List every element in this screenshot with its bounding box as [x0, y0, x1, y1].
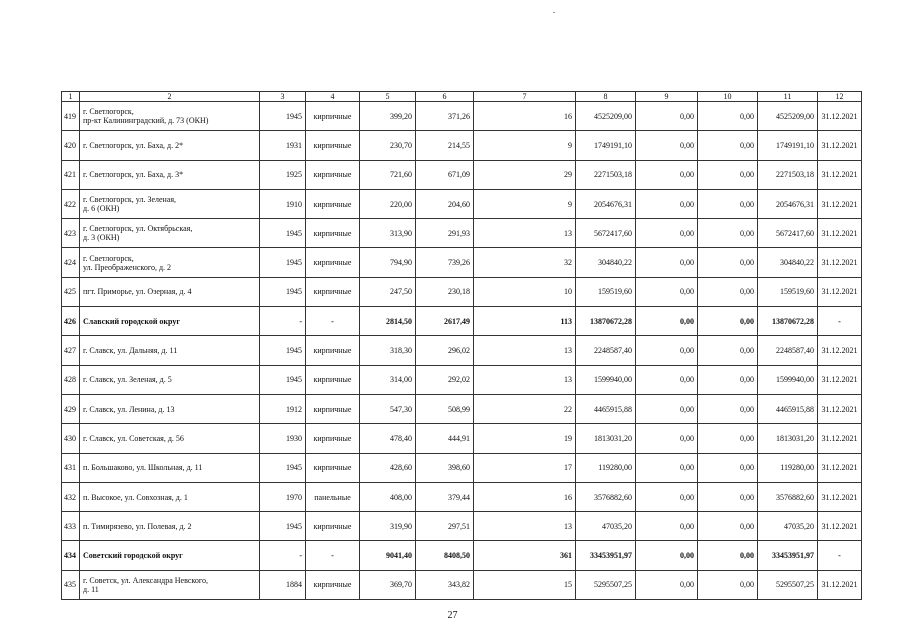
living-area-cell: 292,02 [416, 365, 474, 394]
address-cell: пгт. Приморье, ул. Озерная, д. 4 [80, 277, 260, 306]
living-area-cell: 398,60 [416, 453, 474, 482]
address-cell: г. Светлогорск, ул. Преображенского, д. 2 [80, 248, 260, 277]
cost-total-cell: 1599940,00 [576, 365, 636, 394]
column-header: 4 [306, 92, 360, 102]
cost-total-cell: 304840,22 [576, 248, 636, 277]
cost-budget-cell: 0,00 [698, 482, 758, 511]
table-row [62, 512, 862, 541]
cost-budget-cell: 0,00 [698, 131, 758, 160]
residents-count-cell: 13 [474, 512, 576, 541]
cost-fund-cell: 0,00 [636, 570, 698, 599]
wall-material-cell: кирпичные [306, 277, 360, 306]
cost-owners-cell: 1599940,00 [758, 365, 818, 394]
column-header: 8 [576, 92, 636, 102]
cost-owners-cell: 2248587,40 [758, 336, 818, 365]
cost-owners-cell: 1749191,10 [758, 131, 818, 160]
cost-budget-cell: 0,00 [698, 570, 758, 599]
cost-total-cell: 1813031,20 [576, 424, 636, 453]
wall-material-cell: кирпичные [306, 248, 360, 277]
cost-fund-cell: 0,00 [636, 102, 698, 131]
living-area-cell: 508,99 [416, 394, 474, 423]
cost-total-cell: 13870672,28 [576, 307, 636, 336]
table-row [62, 277, 862, 306]
wall-material-cell: кирпичные [306, 424, 360, 453]
address-cell: г. Светлогорск, ул. Зеленая, д. 6 (ОКН) [80, 189, 260, 218]
wall-material-cell: кирпичные [306, 570, 360, 599]
cost-total-cell: 2248587,40 [576, 336, 636, 365]
cost-total-cell: 5672417,60 [576, 219, 636, 248]
residents-count-cell: 16 [474, 102, 576, 131]
cost-budget-cell: 0,00 [698, 512, 758, 541]
row-number-cell: 426 [62, 307, 80, 336]
row-number-cell: 423 [62, 219, 80, 248]
year-built-cell: 1945 [260, 102, 306, 131]
year-built-cell: 1945 [260, 277, 306, 306]
table-row [62, 453, 862, 482]
total-area-cell: 220,00 [360, 189, 416, 218]
residents-count-cell: 13 [474, 336, 576, 365]
cost-budget-cell: 0,00 [698, 394, 758, 423]
column-header: 3 [260, 92, 306, 102]
column-header: 2 [80, 92, 260, 102]
year-built-cell: 1945 [260, 365, 306, 394]
cost-owners-cell: 4525209,00 [758, 102, 818, 131]
cost-fund-cell: 0,00 [636, 189, 698, 218]
total-area-cell: 369,70 [360, 570, 416, 599]
column-header: 11 [758, 92, 818, 102]
cost-total-cell: 2271503,18 [576, 160, 636, 189]
address-cell: п. Высокое, ул. Совхозная, д. 1 [80, 482, 260, 511]
year-built-cell: 1884 [260, 570, 306, 599]
row-number-cell: 433 [62, 512, 80, 541]
total-area-cell: 547,30 [360, 394, 416, 423]
cost-fund-cell: 0,00 [636, 394, 698, 423]
cost-owners-cell: 3576882,60 [758, 482, 818, 511]
column-header: 7 [474, 92, 576, 102]
completion-date-cell: 31.12.2021 [818, 160, 862, 189]
address-cell: Советский городской округ [80, 541, 260, 570]
wall-material-cell: кирпичные [306, 160, 360, 189]
residents-count-cell: 15 [474, 570, 576, 599]
year-built-cell: 1925 [260, 160, 306, 189]
row-number-cell: 434 [62, 541, 80, 570]
cost-owners-cell: 4465915,88 [758, 394, 818, 423]
total-area-cell: 247,50 [360, 277, 416, 306]
table-row [62, 189, 862, 218]
cost-owners-cell: 13870672,28 [758, 307, 818, 336]
cost-fund-cell: 0,00 [636, 424, 698, 453]
living-area-cell: 214,55 [416, 131, 474, 160]
cost-total-cell: 4525209,00 [576, 102, 636, 131]
address-cell: п. Большаково, ул. Школьная, д. 11 [80, 453, 260, 482]
completion-date-cell: 31.12.2021 [818, 424, 862, 453]
table-subtotal-row [62, 307, 862, 336]
cost-total-cell: 1749191,10 [576, 131, 636, 160]
address-cell: г. Светлогорск, ул. Баха, д. 3* [80, 160, 260, 189]
cost-fund-cell: 0,00 [636, 131, 698, 160]
wall-material-cell: панельные [306, 482, 360, 511]
total-area-cell: 319,90 [360, 512, 416, 541]
row-number-cell: 424 [62, 248, 80, 277]
wall-material-cell: - [306, 307, 360, 336]
table-subtotal-row [62, 541, 862, 570]
column-header: 6 [416, 92, 474, 102]
living-area-cell: 8408,50 [416, 541, 474, 570]
address-cell: г. Славск, ул. Зеленая, д. 5 [80, 365, 260, 394]
cost-total-cell: 33453951,97 [576, 541, 636, 570]
cost-fund-cell: 0,00 [636, 219, 698, 248]
cost-budget-cell: 0,00 [698, 160, 758, 189]
wall-material-cell: кирпичные [306, 189, 360, 218]
residents-count-cell: 32 [474, 248, 576, 277]
address-cell: г. Советск, ул. Александра Невского, д. 11 [80, 570, 260, 599]
total-area-cell: 794,90 [360, 248, 416, 277]
residents-count-cell: 19 [474, 424, 576, 453]
row-number-cell: 422 [62, 189, 80, 218]
completion-date-cell: 31.12.2021 [818, 570, 862, 599]
address-cell: г. Славск, ул. Ленина, д. 13 [80, 394, 260, 423]
completion-date-cell: 31.12.2021 [818, 189, 862, 218]
row-number-cell: 421 [62, 160, 80, 189]
address-cell: г. Светлогорск, пр-кт Калининградский, д. 73 (ОКН) [80, 102, 260, 131]
cost-budget-cell: 0,00 [698, 189, 758, 218]
residents-count-cell: 29 [474, 160, 576, 189]
cost-owners-cell: 33453951,97 [758, 541, 818, 570]
living-area-cell: 204,60 [416, 189, 474, 218]
cost-fund-cell: 0,00 [636, 453, 698, 482]
row-number-cell: 435 [62, 570, 80, 599]
cost-budget-cell: 0,00 [698, 307, 758, 336]
year-built-cell: 1945 [260, 219, 306, 248]
scan-speck [553, 12, 555, 13]
wall-material-cell: кирпичные [306, 336, 360, 365]
cost-budget-cell: 0,00 [698, 453, 758, 482]
residents-count-cell: 10 [474, 277, 576, 306]
year-built-cell: 1970 [260, 482, 306, 511]
living-area-cell: 297,51 [416, 512, 474, 541]
total-area-cell: 2814,50 [360, 307, 416, 336]
cost-fund-cell: 0,00 [636, 512, 698, 541]
row-number-cell: 427 [62, 336, 80, 365]
total-area-cell: 314,00 [360, 365, 416, 394]
cost-owners-cell: 1813031,20 [758, 424, 818, 453]
table-row [62, 365, 862, 394]
cost-total-cell: 3576882,60 [576, 482, 636, 511]
year-built-cell: 1910 [260, 189, 306, 218]
cost-owners-cell: 2271503,18 [758, 160, 818, 189]
column-header: 5 [360, 92, 416, 102]
living-area-cell: 291,93 [416, 219, 474, 248]
row-number-cell: 432 [62, 482, 80, 511]
completion-date-cell: 31.12.2021 [818, 248, 862, 277]
total-area-cell: 9041,40 [360, 541, 416, 570]
row-number-cell: 425 [62, 277, 80, 306]
cost-fund-cell: 0,00 [636, 160, 698, 189]
row-number-cell: 428 [62, 365, 80, 394]
cost-budget-cell: 0,00 [698, 248, 758, 277]
residents-count-cell: 13 [474, 219, 576, 248]
year-built-cell: 1945 [260, 453, 306, 482]
living-area-cell: 230,18 [416, 277, 474, 306]
completion-date-cell: - [818, 307, 862, 336]
address-cell: п. Тимирязево, ул. Полевая, д. 2 [80, 512, 260, 541]
row-number-cell: 430 [62, 424, 80, 453]
cost-total-cell: 2054676,31 [576, 189, 636, 218]
cost-owners-cell: 5672417,60 [758, 219, 818, 248]
cost-total-cell: 119280,00 [576, 453, 636, 482]
wall-material-cell: кирпичные [306, 512, 360, 541]
residents-count-cell: 16 [474, 482, 576, 511]
cost-fund-cell: 0,00 [636, 541, 698, 570]
living-area-cell: 739,26 [416, 248, 474, 277]
cost-owners-cell: 159519,60 [758, 277, 818, 306]
cost-fund-cell: 0,00 [636, 248, 698, 277]
living-area-cell: 371,26 [416, 102, 474, 131]
wall-material-cell: кирпичные [306, 394, 360, 423]
address-cell: г. Светлогорск, ул. Октябрьская, д. 3 (ОКН) [80, 219, 260, 248]
cost-fund-cell: 0,00 [636, 336, 698, 365]
wall-material-cell: кирпичные [306, 453, 360, 482]
cost-budget-cell: 0,00 [698, 365, 758, 394]
living-area-cell: 444,91 [416, 424, 474, 453]
table-row [62, 394, 862, 423]
cost-budget-cell: 0,00 [698, 424, 758, 453]
table-row [62, 219, 862, 248]
cost-total-cell: 159519,60 [576, 277, 636, 306]
housing-register-table [61, 91, 862, 600]
cost-owners-cell: 304840,22 [758, 248, 818, 277]
cost-budget-cell: 0,00 [698, 541, 758, 570]
cost-budget-cell: 0,00 [698, 102, 758, 131]
residents-count-cell: 17 [474, 453, 576, 482]
column-header: 1 [62, 92, 80, 102]
completion-date-cell: 31.12.2021 [818, 512, 862, 541]
year-built-cell: 1931 [260, 131, 306, 160]
living-area-cell: 296,02 [416, 336, 474, 365]
total-area-cell: 428,60 [360, 453, 416, 482]
total-area-cell: 478,40 [360, 424, 416, 453]
residents-count-cell: 113 [474, 307, 576, 336]
completion-date-cell: - [818, 541, 862, 570]
cost-total-cell: 5295507,25 [576, 570, 636, 599]
wall-material-cell: кирпичные [306, 365, 360, 394]
column-header: 9 [636, 92, 698, 102]
address-cell: г. Славск, ул. Дальняя, д. 11 [80, 336, 260, 365]
table-row [62, 131, 862, 160]
year-built-cell: 1945 [260, 512, 306, 541]
completion-date-cell: 31.12.2021 [818, 336, 862, 365]
year-built-cell: 1912 [260, 394, 306, 423]
residents-count-cell: 9 [474, 189, 576, 218]
address-cell: г. Славск, ул. Советская, д. 56 [80, 424, 260, 453]
cost-fund-cell: 0,00 [636, 307, 698, 336]
completion-date-cell: 31.12.2021 [818, 277, 862, 306]
wall-material-cell: кирпичные [306, 219, 360, 248]
year-built-cell: 1930 [260, 424, 306, 453]
table-row [62, 160, 862, 189]
cost-total-cell: 4465915,88 [576, 394, 636, 423]
year-built-cell: 1945 [260, 336, 306, 365]
completion-date-cell: 31.12.2021 [818, 453, 862, 482]
table-row [62, 336, 862, 365]
total-area-cell: 399,20 [360, 102, 416, 131]
year-built-cell: - [260, 541, 306, 570]
row-number-cell: 431 [62, 453, 80, 482]
cost-budget-cell: 0,00 [698, 219, 758, 248]
row-number-cell: 419 [62, 102, 80, 131]
cost-fund-cell: 0,00 [636, 482, 698, 511]
total-area-cell: 721,60 [360, 160, 416, 189]
column-header: 10 [698, 92, 758, 102]
completion-date-cell: 31.12.2021 [818, 394, 862, 423]
year-built-cell: 1945 [260, 248, 306, 277]
total-area-cell: 313,90 [360, 219, 416, 248]
cost-budget-cell: 0,00 [698, 277, 758, 306]
residents-count-cell: 22 [474, 394, 576, 423]
cost-owners-cell: 119280,00 [758, 453, 818, 482]
page-number: 27 [447, 610, 458, 621]
residents-count-cell: 361 [474, 541, 576, 570]
living-area-cell: 343,82 [416, 570, 474, 599]
living-area-cell: 671,09 [416, 160, 474, 189]
residents-count-cell: 13 [474, 365, 576, 394]
table-row [62, 482, 862, 511]
living-area-cell: 2617,49 [416, 307, 474, 336]
cost-owners-cell: 47035,20 [758, 512, 818, 541]
table-row [62, 102, 862, 131]
cost-fund-cell: 0,00 [636, 277, 698, 306]
cost-fund-cell: 0,00 [636, 365, 698, 394]
residents-count-cell: 9 [474, 131, 576, 160]
total-area-cell: 318,30 [360, 336, 416, 365]
table-header-row [62, 92, 862, 102]
row-number-cell: 429 [62, 394, 80, 423]
row-number-cell: 420 [62, 131, 80, 160]
completion-date-cell: 31.12.2021 [818, 365, 862, 394]
wall-material-cell: кирпичные [306, 131, 360, 160]
completion-date-cell: 31.12.2021 [818, 482, 862, 511]
completion-date-cell: 31.12.2021 [818, 219, 862, 248]
wall-material-cell: - [306, 541, 360, 570]
cost-budget-cell: 0,00 [698, 336, 758, 365]
completion-date-cell: 31.12.2021 [818, 102, 862, 131]
total-area-cell: 408,00 [360, 482, 416, 511]
cost-owners-cell: 5295507,25 [758, 570, 818, 599]
completion-date-cell: 31.12.2021 [818, 131, 862, 160]
column-header: 12 [818, 92, 862, 102]
cost-owners-cell: 2054676,31 [758, 189, 818, 218]
table-row [62, 424, 862, 453]
year-built-cell: - [260, 307, 306, 336]
address-cell: Славский городской округ [80, 307, 260, 336]
wall-material-cell: кирпичные [306, 102, 360, 131]
living-area-cell: 379,44 [416, 482, 474, 511]
cost-total-cell: 47035,20 [576, 512, 636, 541]
total-area-cell: 230,70 [360, 131, 416, 160]
table-row [62, 248, 862, 277]
table-row [62, 570, 862, 599]
address-cell: г. Светлогорск, ул. Баха, д. 2* [80, 131, 260, 160]
